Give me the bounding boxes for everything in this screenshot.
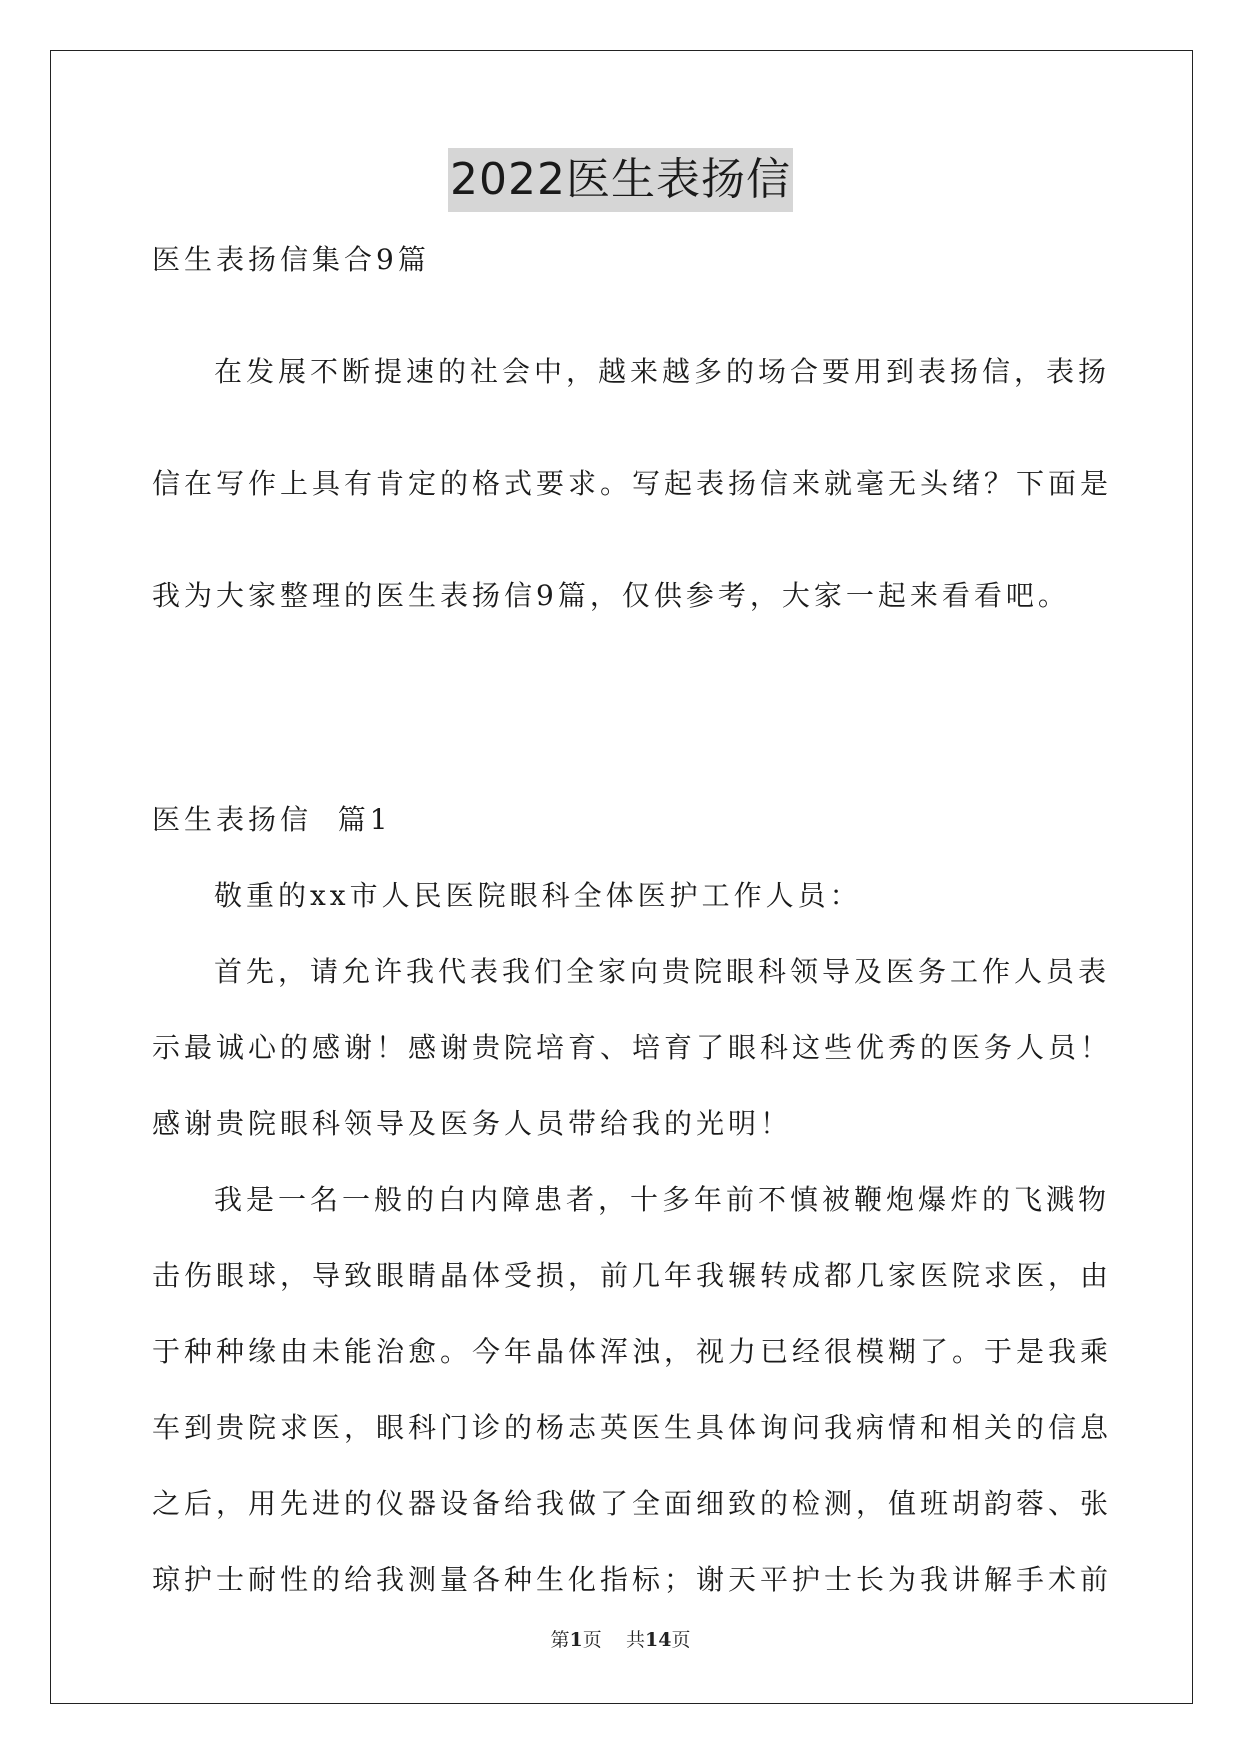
footer-total-prefix: 共 — [625, 1629, 645, 1651]
paragraph-line: 之后，用先进的仪器设备给我做了全面细致的检测，值班胡韵蓉、张 — [152, 1487, 1113, 1520]
paragraph-line: 示最诚心的感谢！感谢贵院培育、培育了眼科这些优秀的医务人员！ — [152, 1031, 1113, 1064]
footer-prefix: 第 — [550, 1629, 570, 1651]
paragraph-line: 首先，请允许我代表我们全家向贵院眼科领导及医务工作人员表 — [214, 955, 1111, 988]
document-body — [152, 232, 1113, 1608]
salutation: 敬重的xx市人民医院眼科全体医护工作人员： — [214, 879, 862, 912]
intro-line: 我为大家整理的医生表扬信9篇，仅供参考，大家一起来看看吧。 — [152, 579, 1070, 612]
subtitle: 医生表扬信集合9篇 — [152, 243, 430, 276]
paragraph-line: 琼护士耐性的给我测量各种生化指标；谢天平护士长为我讲解手术前 — [152, 1563, 1113, 1596]
title-wrap — [0, 148, 1241, 212]
footer-page-number: 1 — [569, 1629, 583, 1651]
footer-page-suffix: 页 — [582, 1629, 602, 1651]
intro-line: 在发展不断提速的社会中，越来越多的场合要用到表扬信，表扬 — [214, 355, 1111, 388]
intro-line: 信在写作上具有肯定的格式要求。写起表扬信来就毫无头绪？下面是 — [152, 467, 1113, 500]
footer-total-pages: 14 — [644, 1629, 672, 1651]
page-footer — [0, 1625, 1241, 1652]
paragraph-line: 我是一名一般的白内障患者，十多年前不慎被鞭炮爆炸的飞溅物 — [214, 1183, 1111, 1216]
paragraph-line: 击伤眼球，导致眼睛晶体受损，前几年我辗转成都几家医院求医，由 — [152, 1259, 1113, 1292]
section-heading: 医生表扬信 篇1 — [152, 803, 392, 836]
paragraph-line: 车到贵院求医，眼科门诊的杨志英医生具体询问我病情和相关的信息 — [152, 1411, 1113, 1444]
footer-total-suffix: 页 — [671, 1629, 691, 1651]
paragraph-line: 感谢贵院眼科领导及医务人员带给我的光明！ — [152, 1107, 793, 1140]
document-title: 2022医生表扬信 — [448, 148, 793, 212]
paragraph-line: 于种种缘由未能治愈。今年晶体浑浊，视力已经很模糊了。于是我乘 — [152, 1335, 1113, 1368]
